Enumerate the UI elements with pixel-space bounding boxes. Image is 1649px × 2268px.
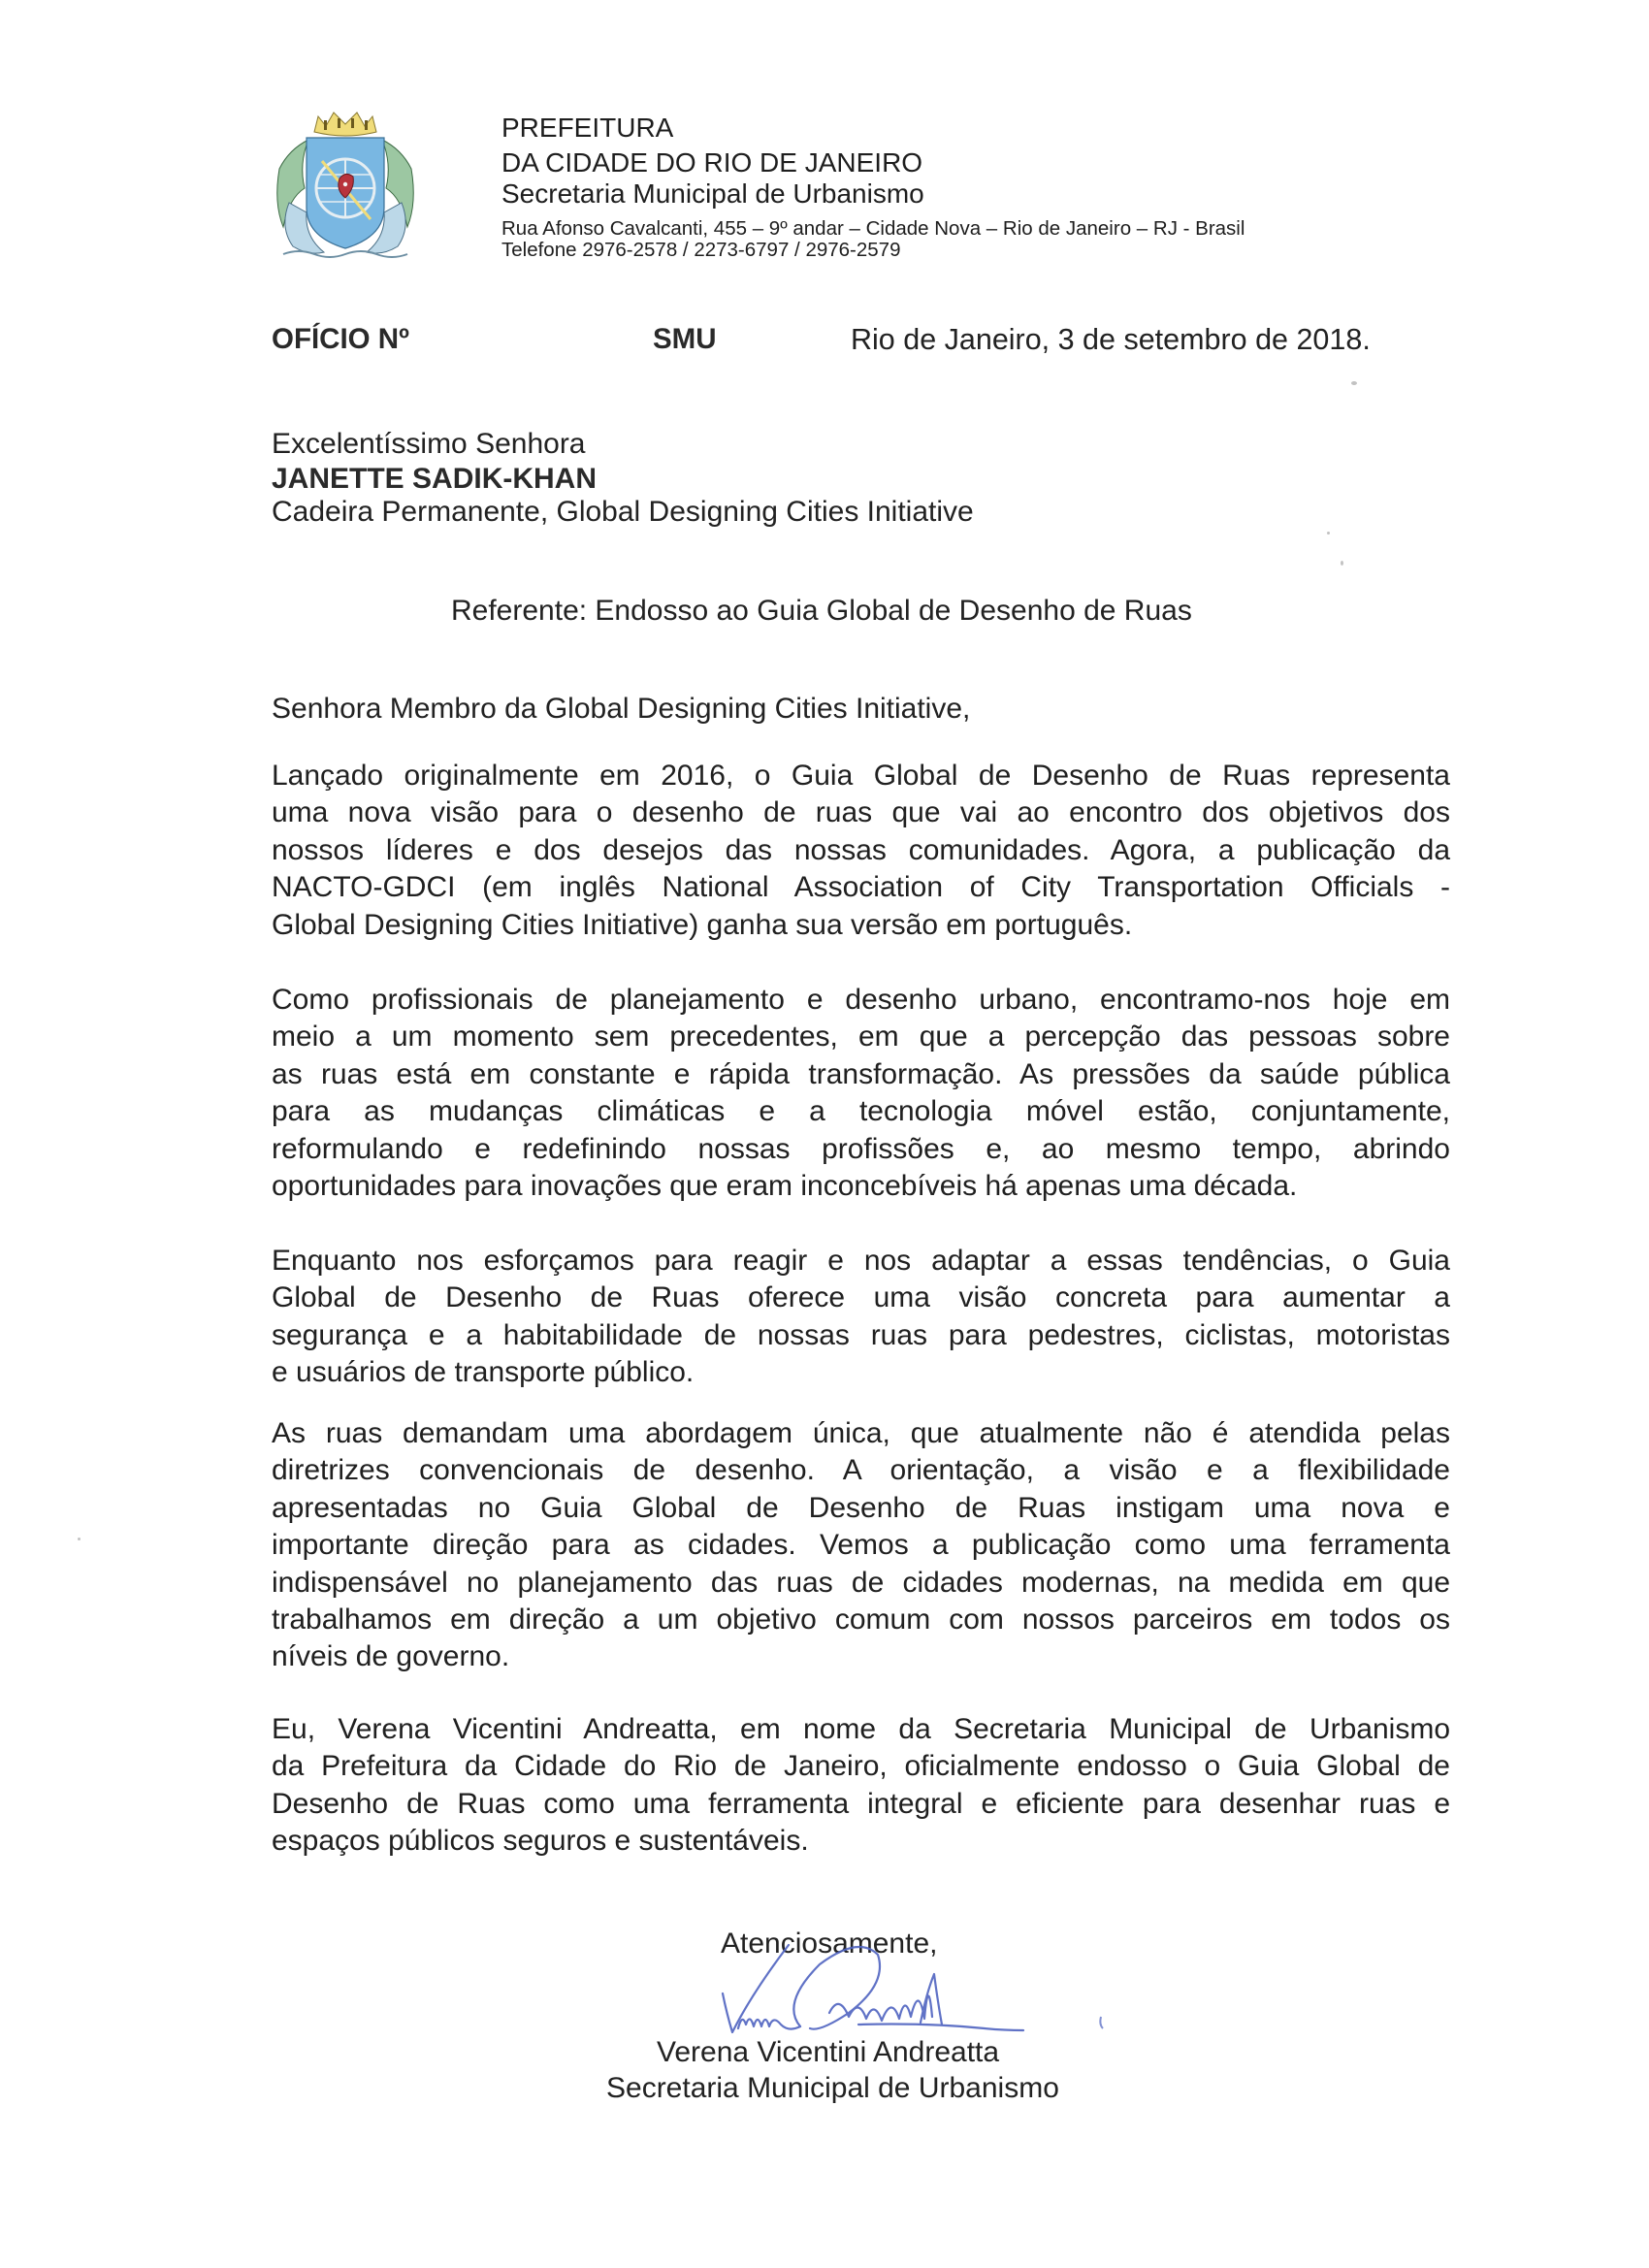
paragraph-line: Desenho de Ruas como uma ferramenta integral e eficiente para desenhar ruas e [272,1787,1450,1820]
paragraph-line: Eu, Verena Vicentini Andreatta, em nome da Secretaria Municipal de Urbanismo [272,1713,1450,1745]
coat-of-arms-icon [270,111,421,266]
paragraph-line: trabalhamos em direção a um objetivo comum com nossos parceiros em todos os [272,1604,1450,1636]
letterhead-city: DA CIDADE DO RIO DE JANEIRO [501,147,923,178]
paragraph-line: reformulando e redefinindo nossas profissões e, ao mesmo tempo, abrindo [272,1132,1450,1165]
paragraph-line: NACTO-GDCI (em inglês National Association of City Transportation Officials - [272,871,1450,904]
paragraph-line: nossos líderes e dos desejos das nossas comunidades. Agora, a publicação da [272,833,1450,866]
addressee-title: Cadeira Permanente, Global Designing Cities Initiative [272,496,974,528]
scan-artifact [1327,532,1330,535]
scan-artifact [1341,561,1343,566]
paragraph-line: da Prefeitura da Cidade do Rio de Janeiro, oficialmente endosso o Guia Global de [272,1750,1450,1783]
paragraph-line: Global Designing Cities Initiative) ganha sua versão em português. [272,908,1133,941]
paragraph-line: as ruas está em constante e rápida transformação. As pressões da saúde pública [272,1057,1450,1090]
paragraph-line: e usuários de transporte público. [272,1356,695,1389]
subject-line: Referente: Endosso ao Guia Global de Desenho de Ruas [451,595,1192,627]
letterhead-phone: Telefone 2976-2578 / 2273-6797 / 2976-2579 [501,239,901,261]
paragraph-line: níveis de governo. [272,1640,510,1673]
paragraph-line: diretrizes convencionais de desenho. A orientação, a visão e a flexibilidade [272,1454,1450,1487]
body-paragraph [272,758,1450,944]
paragraph-line: segurança e a habitabilidade de nossas ruas para pedestres, ciclistas, motoristas [272,1318,1450,1351]
letterhead-prefeitura: PREFEITURA [501,113,674,143]
handwritten-signature-icon [713,1935,1120,2042]
scan-artifact [78,1538,81,1540]
body-paragraph [272,1243,1450,1392]
signer-name: Verena Vicentini Andreatta [657,2036,1000,2068]
valediction: Atenciosamente, [721,1928,938,1960]
paragraph-line: apresentadas no Guia Global de Desenho de Ruas instigam uma nova e [272,1491,1450,1524]
letterhead-department: Secretaria Municipal de Urbanismo [501,178,924,209]
paragraph-line: indispensável no planejamento das ruas de cidades modernas, na medida em que [272,1566,1450,1599]
paragraph-line: uma nova visão para o desenho de ruas que vai ao encontro dos objetivos dos [272,796,1450,829]
paragraph-line: para as mudanças climáticas e a tecnologia móvel estão, conjuntamente, [272,1095,1450,1128]
paragraph-line: espaços públicos seguros e sustentáveis. [272,1825,809,1858]
paragraph-line: oportunidades para inovações que eram inconcebíveis há apenas uma década. [272,1170,1298,1203]
paragraph-line: importante direção para as cidades. Vemos a publicação como uma ferramenta [272,1529,1450,1562]
paragraph-line: Enquanto nos esforçamos para reagir e nos adaptar a essas tendências, o Guia [272,1245,1450,1277]
salutation: Senhora Membro da Global Designing Cities Initiative, [272,693,971,725]
paragraph-line: Como profissionais de planejamento e desenho urbano, encontramo-nos hoje em [272,984,1450,1016]
paragraph-line: Global de Desenho de Ruas oferece uma visão concreta para aumentar a [272,1281,1450,1314]
letterhead-address: Rua Afonso Cavalcanti, 455 – 9º andar – Cidade Nova – Rio de Janeiro – RJ - Brasil [501,217,1245,240]
department-code: SMU [653,323,717,355]
body-paragraph [272,1415,1450,1676]
addressee-greeting: Excelentíssimo Senhora [272,428,586,460]
body-paragraph [272,982,1450,1205]
addressee-name: JANETTE SADIK-KHAN [272,463,598,495]
signer-department: Secretaria Municipal de Urbanismo [606,2072,1059,2104]
paragraph-line: Lançado originalmente em 2016, o Guia Global de Desenho de Ruas representa [272,760,1450,792]
place-and-date: Rio de Janeiro, 3 de setembro de 2018. [851,323,1371,356]
oficio-number-label: OFÍCIO Nº [272,323,409,355]
paragraph-line: As ruas demandam uma abordagem única, que atualmente não é atendida pelas [272,1417,1450,1449]
body-paragraph [272,1711,1450,1861]
scan-artifact [1351,381,1357,385]
paragraph-line: meio a um momento sem precedentes, em que a percepção das pessoas sobre [272,1021,1450,1053]
